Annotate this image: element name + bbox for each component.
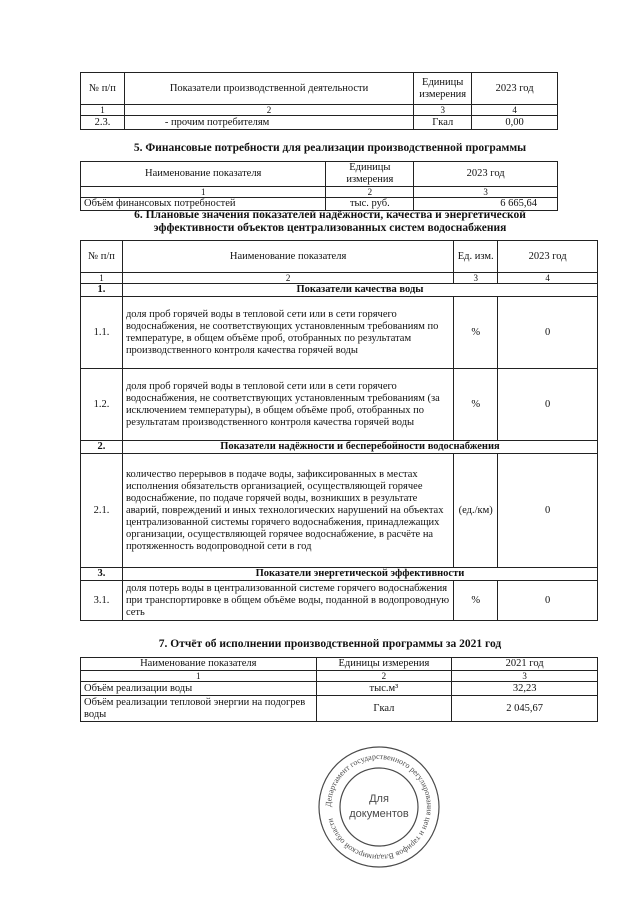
row-text: количество перерывов в подаче воды, зафиксированных в местах исполнения обязательств организацией, осуществляющей горячее водоснабжение, по подаче горячей воды, возникших в результате аварий, повреждений и иных технологических нарушений на объектах централизованной системы горячего водоснабжения, принадлежащих организации, осуществляющей горячее водоснабжение, в расчёте на протяженность водопроводной сети в год [122,454,453,568]
row-unit: % [454,581,498,621]
table-header-row [81,162,558,187]
group-row [81,441,598,454]
table-index-row [81,273,598,284]
header-indicator: Показатели производственной деятельности [124,73,413,105]
row-num: 2.1. [81,454,123,568]
header-unit: Ед. изм. [454,241,498,273]
index-cell: 2 [326,187,414,198]
section6-title-line2: эффективности объектов централизованных систем водоснабжения [153,222,507,234]
index-cell: 3 [454,273,498,284]
index-cell: 1 [81,671,317,682]
section5-title: 5. Финансовые потребности для реализации производственной программы [133,142,527,154]
index-cell: 3 [452,671,598,682]
table-row [81,369,598,441]
group-num: 2. [81,441,123,454]
execution-report-table [80,657,598,722]
row-value: 2 045,67 [452,696,598,722]
stamp-outer-ring [319,747,439,867]
table-header-row [81,73,558,105]
row-text: доля проб горячей воды в тепловой сети или в сети горячего водоснабжения, не соответствующих установленным требованиям (за исключением температуры), в общем объёме проб, отобранных по результатам производственного контроля качества горячей воды [122,369,453,441]
row-unit: % [454,369,498,441]
table-row [81,696,598,722]
row-value: 0 [498,297,598,369]
index-cell: 1 [81,105,125,116]
reliability-indicators-table [80,240,598,621]
header-num: № п/п [81,73,125,105]
stamp-center-line1: Для [369,793,389,805]
row-unit: тыс. руб. [326,198,414,211]
row-name: Объём реализации воды [81,682,317,696]
row-text: доля потерь воды в централизованной системе горячего водоснабжения при транспортировке в общем объёме воды, поданной в водопроводную сеть [122,581,453,621]
row-num: 1.1. [81,297,123,369]
header-year: 2023 год [498,241,598,273]
table-row [81,581,598,621]
table-header-row [81,241,598,273]
index-cell: 1 [81,187,326,198]
table-row [81,682,598,696]
table-header-row [81,658,598,671]
row-value: 0 [498,454,598,568]
group-title: Показатели надёжности и бесперебойности водоснабжения [122,441,597,454]
row-unit: Гкал [316,696,452,722]
index-cell: 4 [472,105,558,116]
official-stamp [314,742,444,872]
index-cell: 2 [316,671,452,682]
row-num: 1.2. [81,369,123,441]
section6-title-line1: 6. Плановые значения показателей надёжности, качества и энергетической [134,209,526,221]
row-value: 0,00 [472,116,558,130]
group-num: 3. [81,568,123,581]
row-num: 3.1. [81,581,123,621]
index-cell: 3 [414,187,558,198]
header-name: Наименование показателя [122,241,453,273]
stamp-inner-ring [340,768,418,846]
group-num: 1. [81,284,123,297]
row-value: 32,23 [452,682,598,696]
row-name: Объём реализации тепловой энергии на подогрев воды [81,696,317,722]
table-row [81,116,558,130]
table-row [81,454,598,568]
stamp-center-line2: документов [349,808,409,820]
index-cell: 4 [498,273,598,284]
row-unit: тыс.м³ [316,682,452,696]
table-row [81,297,598,369]
group-row [81,568,598,581]
stamp-ring-text: Департамент государственного регулирования цен и тарифов Владимирской области [323,751,435,863]
group-row [81,284,598,297]
header-year: 2023 год [472,73,558,105]
index-cell: 2 [124,105,413,116]
header-year: 2021 год [452,658,598,671]
header-unit: Единицы измерения [316,658,452,671]
index-cell: 1 [81,273,123,284]
row-unit: Гкал [414,116,472,130]
row-value: 0 [498,581,598,621]
row-value: 6 665,64 [414,198,558,211]
row-unit: % [454,297,498,369]
header-name: Наименование показателя [81,658,317,671]
header-unit: Единицы измерения [326,162,414,187]
section7-title: 7. Отчёт об исполнении производственной программы за 2021 год [158,638,502,650]
header-num: № п/п [81,241,123,273]
group-title: Показатели качества воды [122,284,597,297]
financial-needs-table [80,161,558,211]
group-title: Показатели энергетической эффективности [122,568,597,581]
row-text: доля проб горячей воды в тепловой сети или в сети горячего водоснабжения, не соответствующих установленным требованиям по температуре, в общем объёме проб, отобранных по результатам производственного контроля качества горячей воды [122,297,453,369]
table-index-row [81,671,598,682]
index-cell: 3 [414,105,472,116]
index-cell: 2 [122,273,453,284]
row-value: 0 [498,369,598,441]
production-indicators-table [80,72,558,130]
row-num: 2.3. [81,116,125,130]
table-index-row [81,187,558,198]
row-unit: (ед./км) [454,454,498,568]
row-name: Объём финансовых потребностей [81,198,326,211]
table-index-row [81,105,558,116]
header-year: 2023 год [414,162,558,187]
row-indicator: - прочим потребителям [124,116,413,130]
header-name: Наименование показателя [81,162,326,187]
header-unit: Единицы измерения [414,73,472,105]
